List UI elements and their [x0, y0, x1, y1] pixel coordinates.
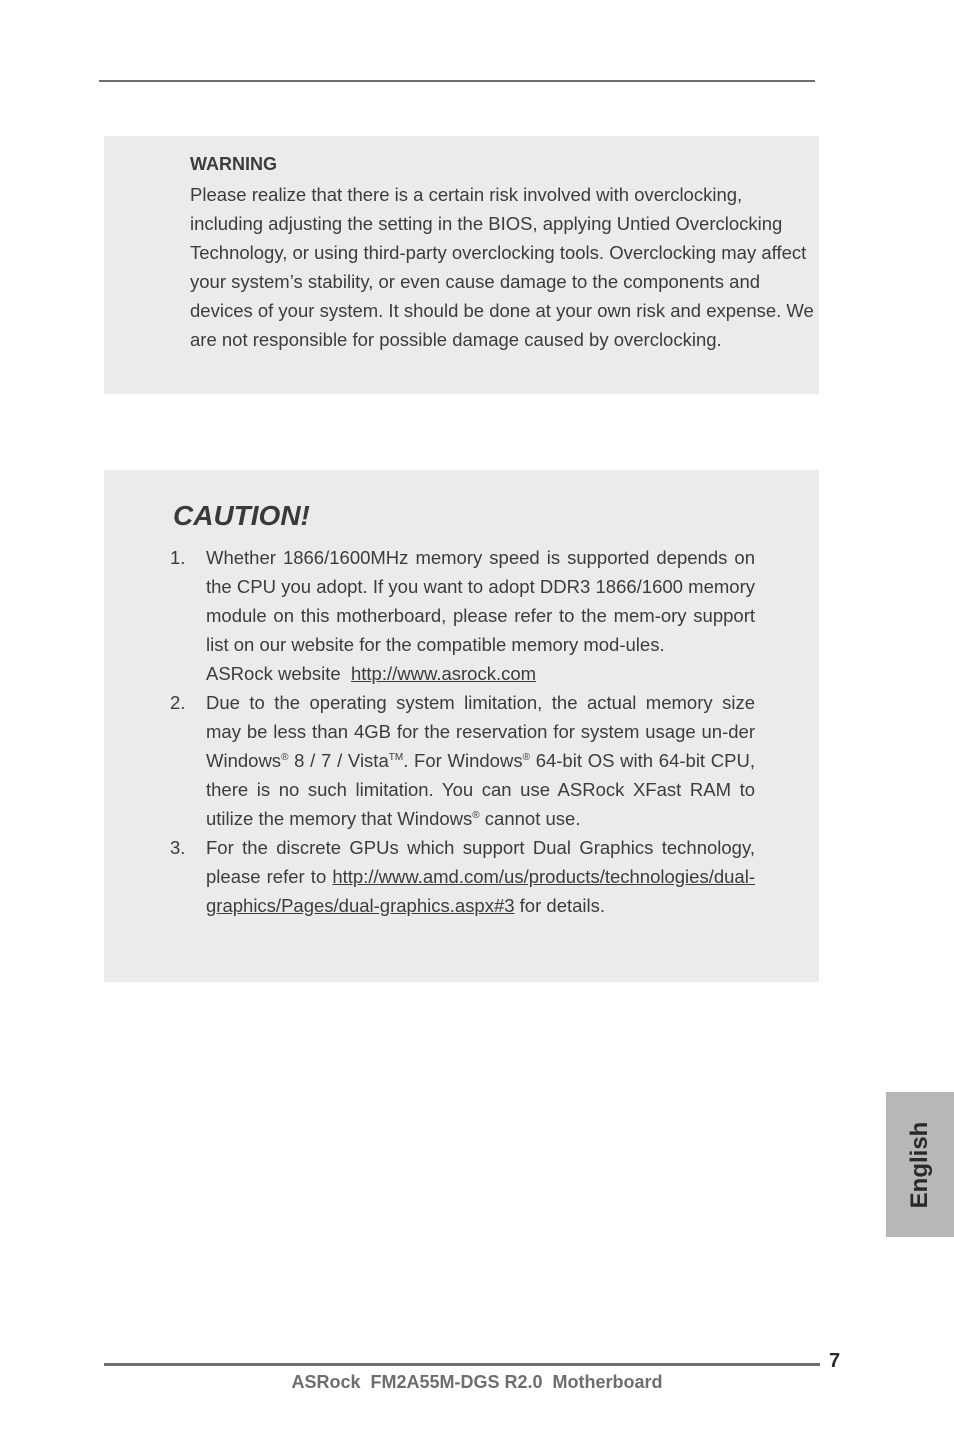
warning-box [104, 136, 819, 394]
caution-item-1 [170, 543, 755, 688]
language-tab [886, 1092, 954, 1237]
caution-list [170, 543, 755, 920]
item-text-part: for details. [514, 895, 606, 916]
item-text-part: 8 / 7 / Vista [288, 750, 389, 771]
item-text-part: . For Windows [403, 750, 523, 771]
item-text: Whether 1866/1600MHz memory speed is supported depends on the CPU you adopt. If you want to adopt DDR3 1866/1600 memory module on this motherboard, please refer to the mem-ory support list on our website for the compatible memory mod-ules. [206, 547, 755, 655]
page-number: 7 [829, 1350, 841, 1372]
warning-content [190, 150, 815, 354]
registered-mark: ® [281, 752, 289, 763]
caution-item-3 [170, 833, 755, 920]
caution-item-2 [170, 688, 755, 833]
registered-mark: ® [472, 810, 480, 821]
caution-title: CAUTION! [173, 500, 310, 531]
caution-box [104, 470, 819, 982]
item-number: 1. [170, 547, 186, 568]
trademark-mark: TM [388, 752, 404, 763]
website-line [206, 659, 755, 688]
item-text-part: 64-bit OS with 64-bit CPU, there is no such limitation. You can use ASRock XFast RAM to utilize the memory that Windows [206, 750, 755, 829]
item-number: 2. [170, 692, 186, 713]
asrock-website-link[interactable]: http://www.asrock.com [350, 663, 537, 684]
warning-text: Please realize that there is a certain risk involved with overclocking, including adjusting the setting in the BIOS, applying Untied Overclocking Technology, or using third-party overclocking tools. Overclocking may affect your system’s stability, or even cause damage to the components and devices of your system. It should be done at your own risk and expense. We are not responsible for possible damage caused by overclocking. [190, 184, 814, 350]
amd-dual-graphics-link[interactable]: http://www.amd.com/us/products/technologies/dual-graphics/Pages/dual-graphics.aspx#3 [206, 866, 755, 916]
item-text [206, 833, 755, 920]
warning-title: WARNING [190, 154, 277, 174]
language-tab-label: English [906, 1121, 933, 1208]
top-rule [99, 80, 815, 82]
item-text-part: cannot use. [479, 808, 581, 829]
registered-mark: ® [522, 752, 530, 763]
footer-title: ASRock FM2A55M-DGS R2.0 Motherboard [291, 1372, 663, 1392]
website-label: ASRock website [206, 663, 341, 684]
item-text-part: Due to the operating system limitation, the actual memory size may be less than 4GB for the reservation for system usage un-der Windows [206, 692, 755, 771]
item-text [206, 688, 755, 833]
item-number: 3. [170, 837, 186, 858]
item-text-part: For the discrete GPUs which support Dual Graphics technology, please refer to [206, 837, 755, 887]
bottom-rule [104, 1363, 820, 1366]
